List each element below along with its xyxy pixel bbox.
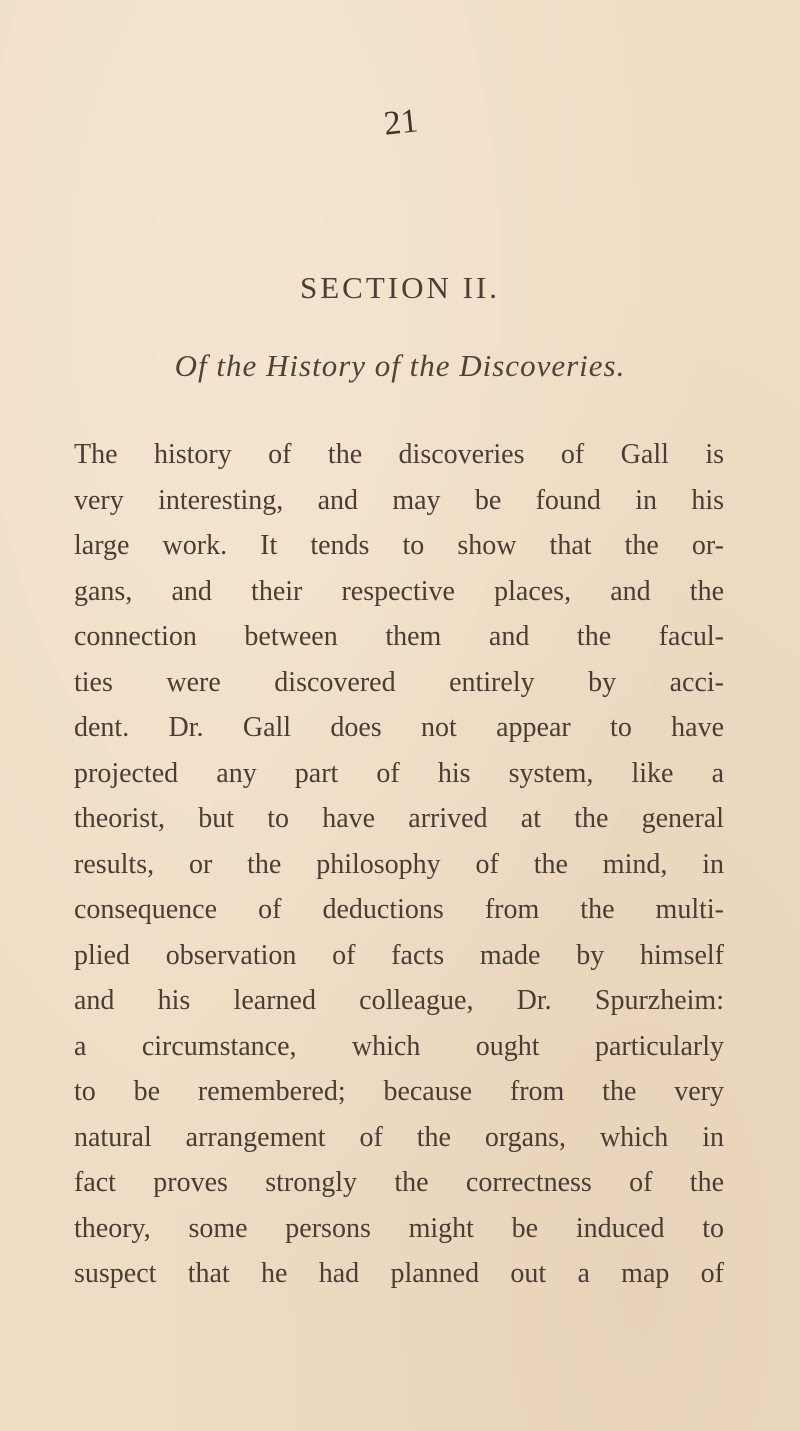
body-line: theory, some persons might be induced to	[74, 1212, 724, 1244]
body-line: suspect that he had planned out a map of	[74, 1258, 724, 1289]
body-line: natural arrangement of the organs, which in	[74, 1121, 724, 1153]
body-line: connection between them and the facul-	[74, 621, 724, 652]
body-line: plied observation of facts made by himself	[74, 939, 724, 971]
body-line: ties were discovered entirely by acci-	[74, 666, 724, 698]
body-line: The history of the discoveries of Gall is	[74, 439, 724, 470]
body-line: fact proves strongly the correctness of the	[74, 1167, 724, 1198]
body-line: a circumstance, which ought particularly	[74, 1030, 724, 1062]
body-line: dent. Dr. Gall does not appear to have	[74, 712, 724, 743]
body-line: projected any part of his system, like a	[74, 757, 724, 789]
section-heading: SECTION II.	[299, 270, 501, 305]
body-line: very interesting, and may be found in his	[74, 484, 724, 516]
body-line: gans, and their respective places, and the	[74, 575, 724, 607]
body-line: consequence of deductions from the multi-	[74, 894, 724, 925]
body-line: to be remembered; because from the very	[74, 1076, 724, 1107]
body-line: large work. It tends to show that the or-	[74, 530, 724, 561]
page-number: 21	[382, 102, 420, 143]
body-line: results, or the philosophy of the mind, in	[74, 848, 724, 880]
body-line: and his learned colleague, Dr. Spurzheim:	[74, 985, 724, 1016]
body-line: theorist, but to have arrived at the general	[74, 803, 724, 834]
body-paragraph	[74, 432, 724, 1297]
section-subtitle: Of the History of the Discoveries.	[174, 348, 626, 383]
